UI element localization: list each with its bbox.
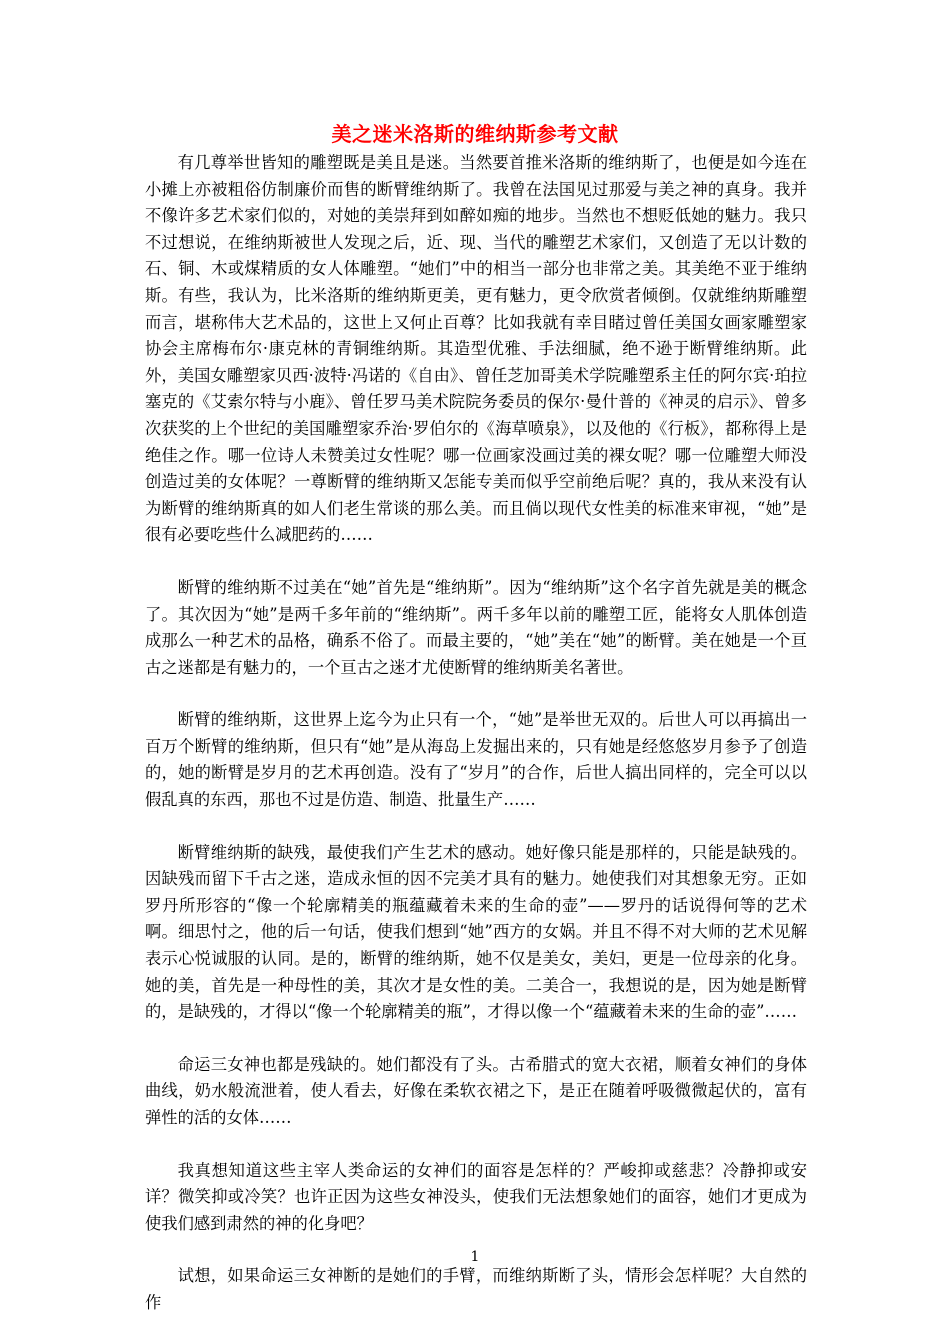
paragraph-4: 断臂维纳斯的缺残，最使我们产生艺术的感动。她好像只能是那样的，只能是缺残的。因缺残而留下千古之迷，造成永恒的因不完美才具有的魅力。她使我们对其想象无穷。正如罗丹所形容的“像一个轮廓精美的瓶蕴藏着未来的生命的壶”——罗丹的话说得何等的艺术啊。细思忖之，他的后一句话，使我们想到“她”西方的女娲。并且不得不对大师的艺术见解表示心悦诚服的认同。是的，断臂的维纳斯，她不仅是美女，美妇，更是一位母亲的化身。她的美，首先是一种母性的美，其次才是女性的美。二美合一，我想说的是，因为她是断臂的，是缺残的，才得以“像一个轮廓精美的瓶”，才得以像一个“蕴藏着未来的生命的壶”…… [145, 842, 807, 1022]
paragraph-7: 试想，如果命运三女神断的是她们的手臂，而维纳斯断了头，情形会怎样呢？大自然的作 [145, 1266, 807, 1312]
paragraph-5: 命运三女神也都是残缺的。她们都没有了头。古希腊式的宽大衣裙，顺着女神们的身体曲线，奶水般流泄着，使人看去，好像在柔软衣裙之下，是正在随着呼吸微微起伏的，富有弹性的活的女体…… [145, 1054, 807, 1127]
paragraph-1: 有几尊举世皆知的雕塑既是美且是迷。当然要首推米洛斯的维纳斯了，也便是如今连在小摊上亦被粗俗仿制廉价而售的断臂维纳斯了。我曾在法国见过那爱与美之神的真身。我并不像许多艺术家们似的，对她的美崇拜到如醉如痴的地步。当然也不想贬低她的魅力。我只不过想说，在维纳斯被世人发现之后，近、现、当代的雕塑艺术家们，又创造了无以计数的石、铜、木或煤精质的女人体雕塑。“她们”中的相当一部分也非常之美。其美绝不亚于维纳斯。有些，我认为，比米洛斯的维纳斯更美，更有魅力，更令欣赏者倾倒。仅就维纳斯雕塑而言，堪称伟大艺术品的，这世上又何止百尊？比如我就有幸目睹过曾任美国女画家雕塑家协会主席梅布尔·康克林的青铜维纳斯。其造型优雅、手法细腻，绝不逊于断臂维纳斯。此外，美国女雕塑家贝西·波特·冯诺的《自由》、曾任芝加哥美术学院雕塑系主任的阿尔宾·珀拉塞克的《艾索尔特与小鹿》、曾任罗马美术院院务委员的保尔·曼什普的《神灵的启示》、曾多次获奖的上个世纪的美国雕塑家乔治·罗伯尔的《海草喷泉》，以及他的《行板》，都称得上是绝佳之作。哪一位诗人未赞美过女性呢？哪一位画家没画过美的裸女呢？哪一位雕塑大师没创造过美的女体呢？一尊断臂的维纳斯又怎能专美而似乎空前绝后呢？真的，我从来没有认为断臂的维纳斯真的如人们老生常谈的那么美。而且倘以现代女性美的标准来审视，“她”是很有必要吃些什么减肥药的…… [145, 153, 807, 545]
paragraph-2: 断臂的维纳斯不过美在“她”首先是“维纳斯”。因为“维纳斯”这个名字首先就是美的概念了。其次因为“她”是两千多年前的“维纳斯”。两千多年以前的雕塑工匠，能将女人肌体创造成那么一种艺术的品格，确系不俗了。而最主要的，“她”美在“她”的断臂。美在她是一个亘古之迷都是有魅力的，一个亘古之迷才尤使断臂的维纳斯美名著世。 [145, 577, 807, 677]
paragraph-3: 断臂的维纳斯，这世界上迄今为止只有一个，“她”是举世无双的。后世人可以再搞出一百万个断臂的维纳斯，但只有“她”是从海岛上发掘出来的，只有她是经悠悠岁月参予了创造的，她的断臂是岁月的艺术再创造。没有了“岁月”的合作，后世人搞出同样的，完全可以以假乱真的东西，那也不过是仿造、制造、批量生产…… [145, 710, 807, 810]
paragraph-6: 我真想知道这些主宰人类命运的女神们的面容是怎样的？严峻抑或慈悲？冷静抑或安详？微笑抑或冷笑？也许正因为这些女神没头，使我们无法想象她们的面容，她们才更成为使我们感到肃然的神的化身吧？ [145, 1160, 807, 1233]
document-body [145, 150, 807, 1343]
page-number: 1 [470, 1249, 480, 1265]
document-title: 美之迷米洛斯的维纳斯参考文献 [331, 122, 619, 146]
